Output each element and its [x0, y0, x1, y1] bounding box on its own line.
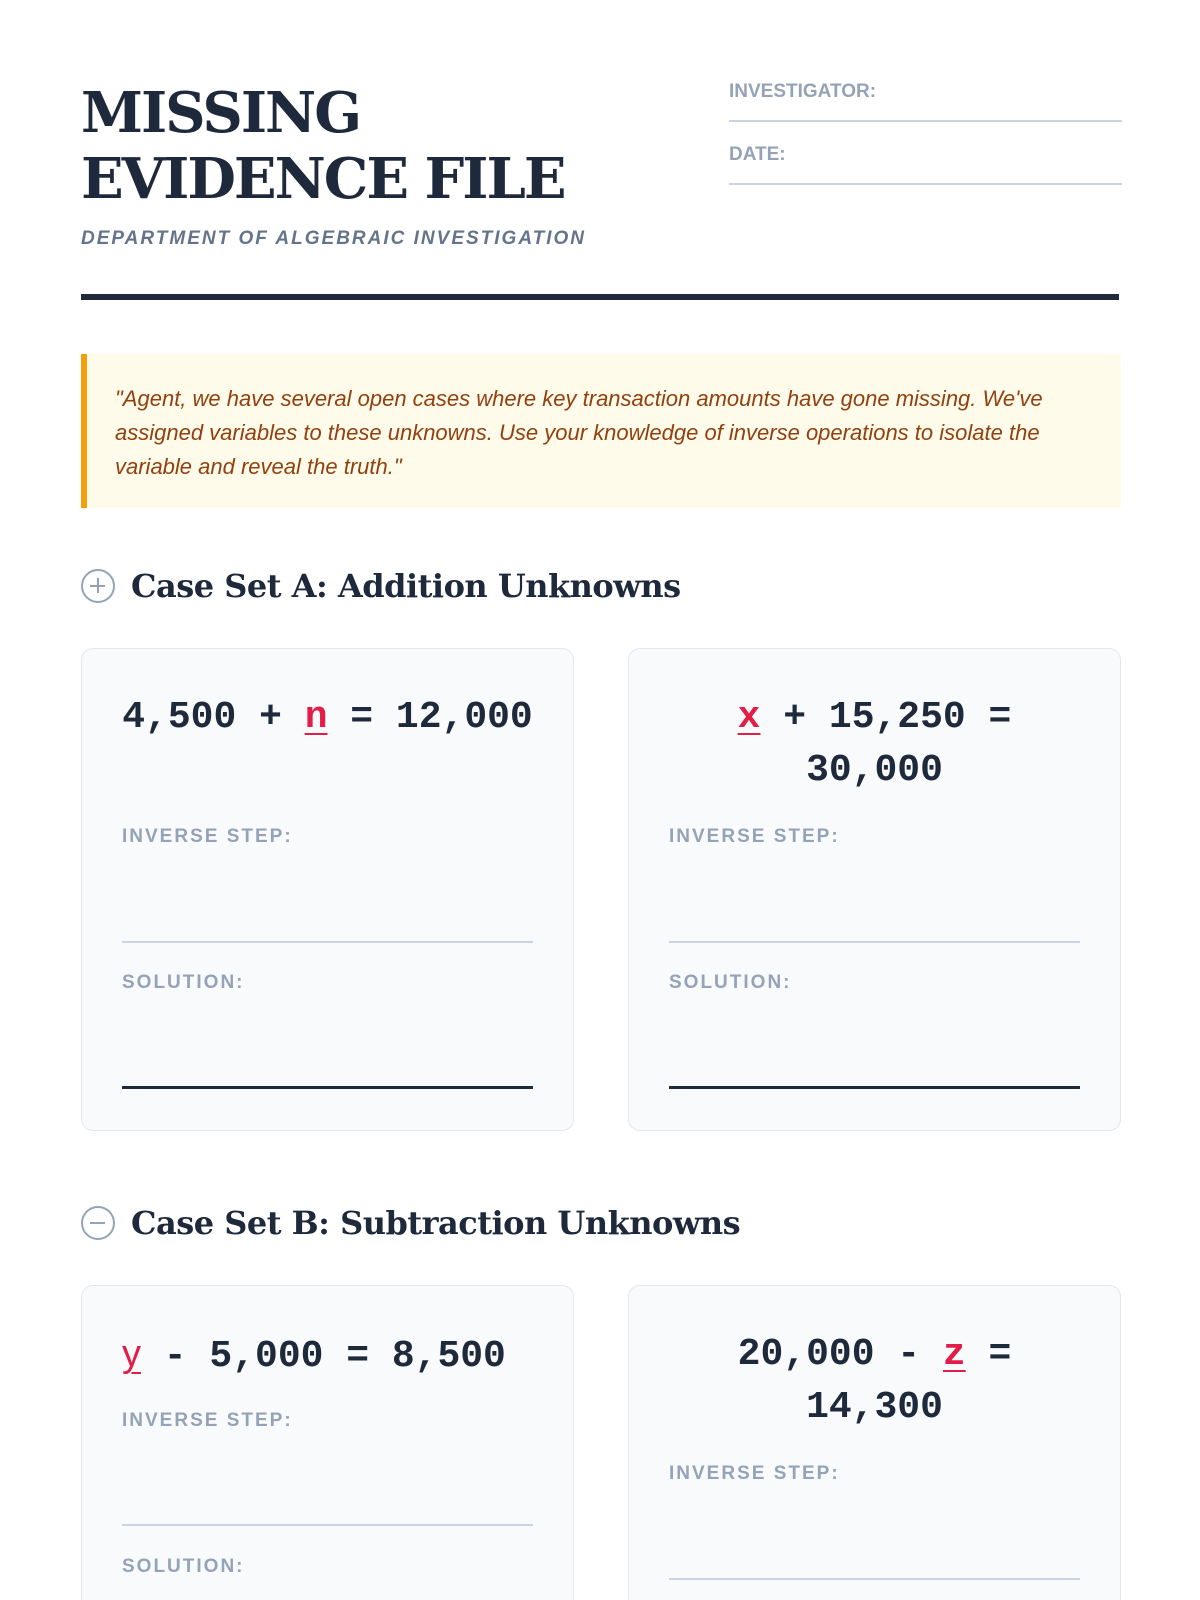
equation-post: = 14,300: [806, 1333, 1012, 1429]
variable-x: x: [737, 696, 761, 739]
inverse-step-label: INVERSE STEP:: [122, 1410, 293, 1431]
inverse-step-label: INVERSE STEP:: [669, 826, 840, 847]
case-card-a1: [81, 648, 574, 1131]
inverse-step-line[interactable]: [669, 941, 1080, 943]
date-label: DATE:: [729, 144, 786, 165]
solution-label: SOLUTION:: [122, 1556, 245, 1577]
section-b-header: [81, 1204, 740, 1242]
investigator-label: INVESTIGATOR:: [729, 81, 877, 102]
case-card-b1: [81, 1285, 574, 1600]
equation-post: + 15,250 = 30,000: [760, 696, 1012, 792]
equation-post: = 12,000: [327, 696, 533, 739]
equation: [122, 691, 533, 744]
agent-briefing-note: "Agent, we have several open cases where key transaction amounts have gone missing. We've assigned variables to these unknowns. Use your knowledge of inverse operations to isolate the variable and reveal the truth.": [81, 354, 1121, 508]
meta-fields: [729, 78, 1122, 204]
plus-circle-icon: [81, 569, 115, 603]
solution-line[interactable]: [122, 1086, 533, 1089]
inverse-step-label: INVERSE STEP:: [669, 1463, 840, 1484]
equation: [669, 1328, 1080, 1434]
variable-y: y: [122, 1333, 141, 1375]
variable-z: z: [942, 1333, 966, 1376]
file-header: [81, 0, 1119, 300]
date-field[interactable]: [729, 141, 1122, 185]
section-a-title: Case Set A: Addition Unknowns: [131, 567, 681, 605]
inverse-step-line[interactable]: [122, 941, 533, 943]
inverse-step-label: INVERSE STEP:: [122, 826, 293, 847]
page-title: MISSING EVIDENCE FILE: [81, 80, 565, 212]
equation-pre: 20,000 -: [737, 1333, 943, 1376]
equation: [669, 691, 1080, 797]
solution-line[interactable]: [669, 1086, 1080, 1089]
investigator-field[interactable]: [729, 78, 1122, 122]
inverse-step-line[interactable]: [669, 1578, 1080, 1580]
minus-circle-icon: [81, 1206, 115, 1240]
equation: [122, 1328, 533, 1383]
section-a-header: [81, 567, 681, 605]
section-b-title: Case Set B: Subtraction Unknowns: [131, 1204, 741, 1242]
equation-pre: 4,500 +: [122, 696, 305, 739]
solution-label: SOLUTION:: [669, 972, 792, 993]
inverse-step-line[interactable]: [122, 1524, 533, 1526]
department-subtitle: DEPARTMENT OF ALGEBRAIC INVESTIGATION: [81, 228, 587, 249]
case-card-a2: [628, 648, 1121, 1131]
case-card-b2: [628, 1285, 1121, 1600]
solution-label: SOLUTION:: [122, 972, 245, 993]
variable-n: n: [304, 696, 328, 739]
equation-post: - 5,000 = 8,500: [141, 1335, 506, 1378]
